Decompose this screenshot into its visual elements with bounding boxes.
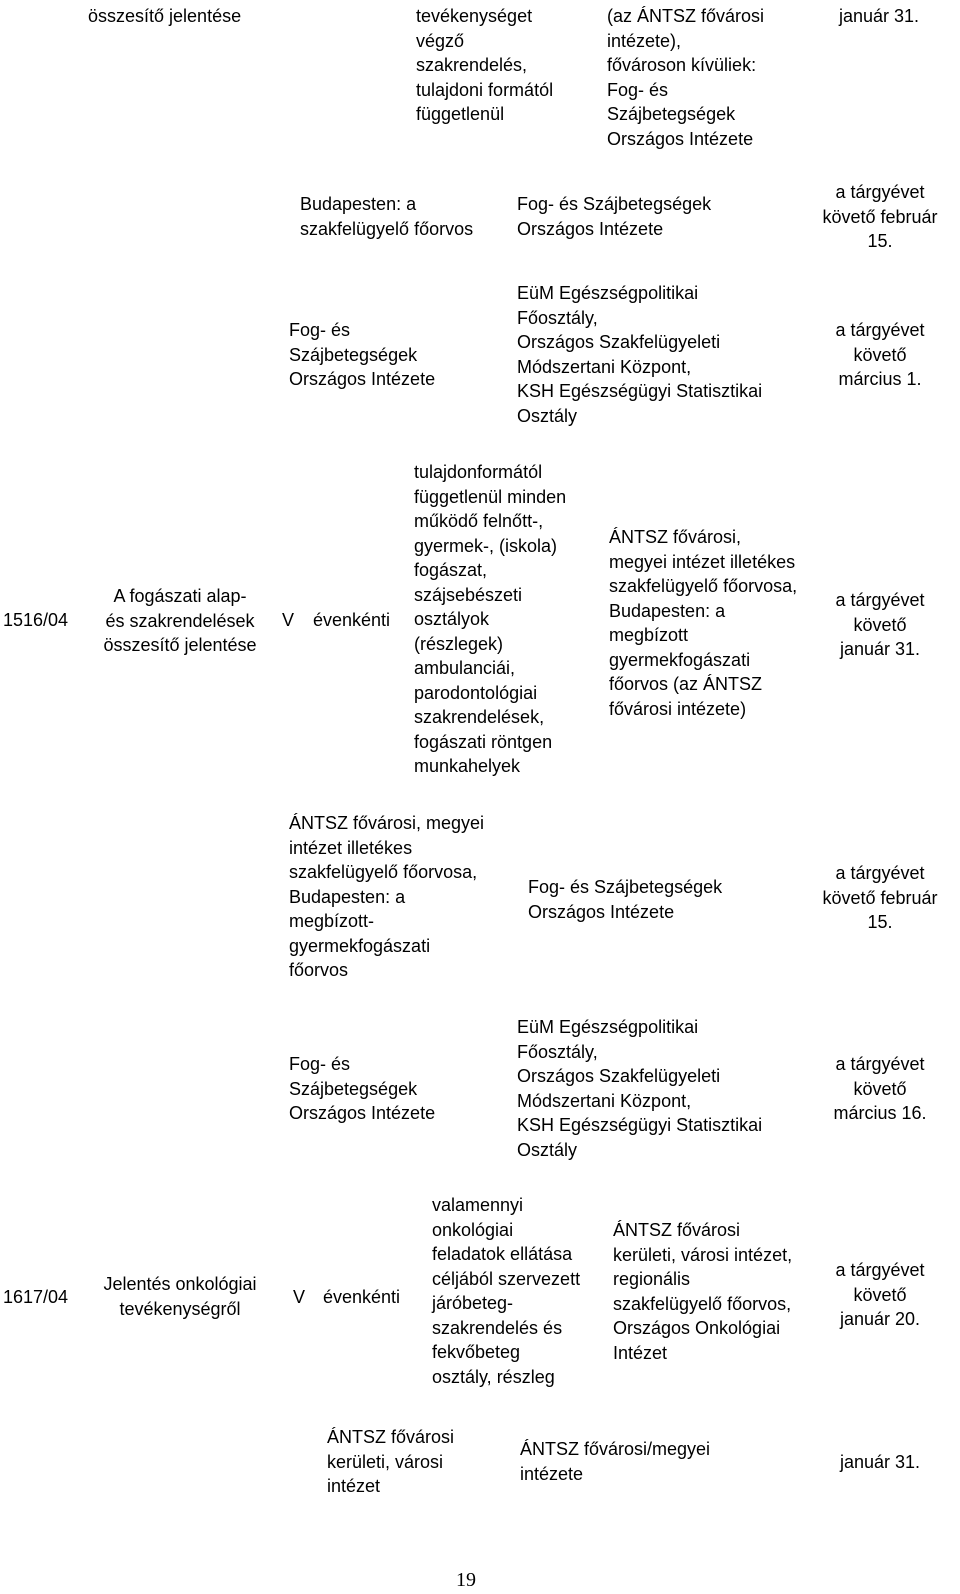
deadline-cell: a tárgyévet követő február 15. xyxy=(822,863,938,932)
report-frequency: évenkénti xyxy=(313,610,391,630)
recipient-cell: ÁNTSZ fővárosi/megyei intézete xyxy=(520,1439,711,1484)
report-type: V xyxy=(293,1287,306,1307)
recipient-cell: Fog- és Szájbetegségek Országos Intézete xyxy=(517,194,712,239)
deadline-cell: a tárgyévet követő március 1. xyxy=(835,320,925,389)
report-code: 1516/04 xyxy=(3,610,69,630)
deadline-cell: január 31. xyxy=(840,1452,921,1472)
deadline-cell-continued: január 31. xyxy=(839,6,920,26)
sender-cell: Fog- és Szájbetegségek Országos Intézete xyxy=(289,1054,436,1123)
deadline-cell: a tárgyévet követő január 31. xyxy=(835,590,925,659)
recipient-cell: EüM Egészségpolitikai Főosztály, Országos Szakfelügyeleti Módszertani Központ, KSH Egészségügyi Statisztikai Osztály xyxy=(517,1017,763,1160)
deadline-cell: a tárgyévet követő január 20. xyxy=(835,1260,925,1329)
report-frequency: évenkénti xyxy=(323,1287,401,1307)
report-code: 1617/04 xyxy=(3,1287,69,1307)
recipient-cell: Fog- és Szájbetegségek Országos Intézete xyxy=(528,877,723,922)
recipient-cell-continued: (az ÁNTSZ fővárosi intézete), fővároson kívüliek: Fog- és Szájbetegségek Országos Intézete xyxy=(607,6,765,149)
deadline-cell: a tárgyévet követő március 16. xyxy=(833,1054,927,1123)
sender-cell: Fog- és Szájbetegségek Országos Intézete xyxy=(289,320,436,389)
recipient-cell: ÁNTSZ fővárosi, megyei intézet illetékes szakfelügyelő főorvosa, Budapesten: a megbízott gyermekfogászati főorvos (az ÁNTSZ fővárosi intézete) xyxy=(609,527,798,719)
report-name-continued: összesítő jelentése xyxy=(88,6,242,26)
recipient-cell: ÁNTSZ fővárosi kerületi, városi intézet, regionális szakfelügyelő főorvos, Országos Onkológiai Intézet xyxy=(613,1220,793,1363)
scope-cell-continued: tevékenységet végző szakrendelés, tulajdoni formától függetlenül xyxy=(416,6,554,124)
report-name: Jelentés onkológiai tevékenységről xyxy=(103,1274,257,1319)
page-number: 19 xyxy=(456,1569,476,1591)
report-name: A fogászati alap- és szakrendelések összesítő jelentése xyxy=(103,586,257,655)
sender-cell: Budapesten: a szakfelügyelő főorvos xyxy=(300,194,474,239)
sender-cell: ÁNTSZ fővárosi kerületi, városi intézet xyxy=(327,1427,455,1496)
scope-cell: valamennyi onkológiai feladatok ellátása céljából szervezett járóbeteg- szakrendelés és fekvőbeteg osztály, részleg xyxy=(432,1195,581,1387)
report-type: V xyxy=(282,610,295,630)
deadline-cell: a tárgyévet követő február 15. xyxy=(822,182,938,251)
sender-cell: ÁNTSZ fővárosi, megyei intézet illetékes szakfelügyelő főorvosa, Budapesten: a megbízott- gyermekfogászati főorvos xyxy=(289,813,485,980)
scope-cell: tulajdonformától függetlenül minden működő felnőtt-, gyermek-, (iskola) fogászat, szájsebészeti osztályok (részlegek) ambulanciái, parodontológiai szakrendelések, fogászati röntgen munkahelyek xyxy=(414,462,567,776)
recipient-cell: EüM Egészségpolitikai Főosztály, Országos Szakfelügyeleti Módszertani Központ, KSH Egészségügyi Statisztikai Osztály xyxy=(517,283,763,426)
